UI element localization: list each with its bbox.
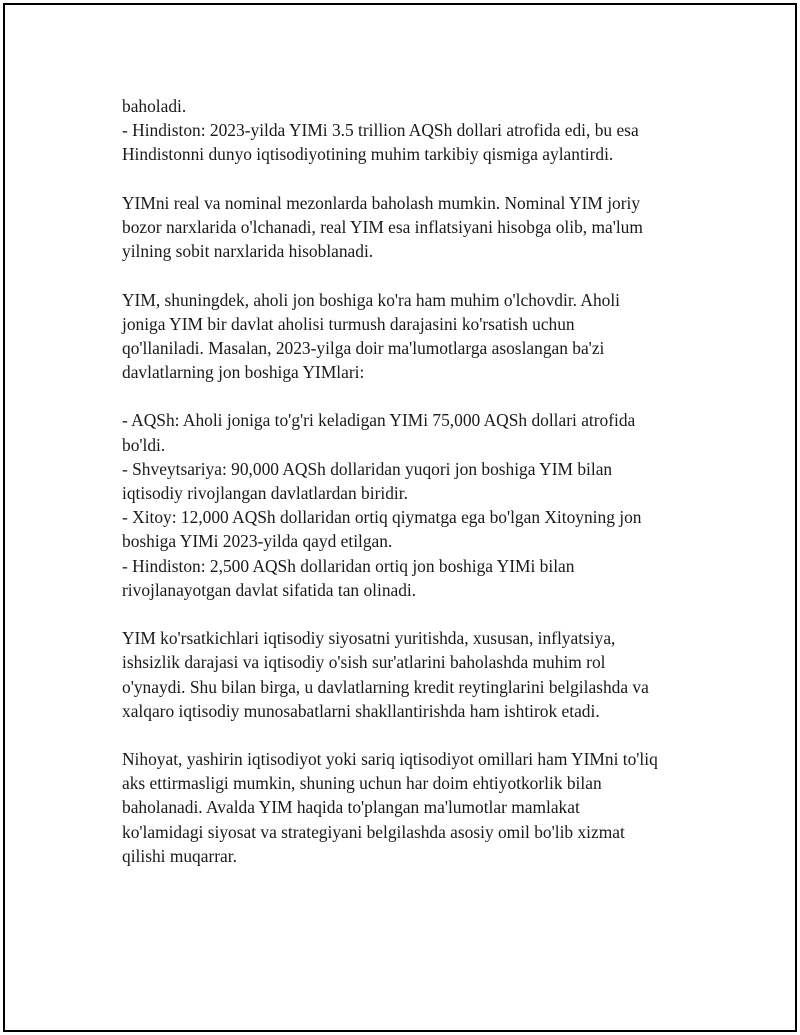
page-frame (3, 3, 797, 1032)
text-line: - Hindiston: 2023-yilda YIMi 3.5 trillion AQSh dollari atrofida edi, bu esa (122, 120, 639, 141)
paragraph-spacer (122, 263, 702, 287)
paragraph (122, 94, 702, 167)
paragraph-spacer (122, 602, 702, 626)
text-line: joniga YIM bir davlat aholisi turmush darajasini ko'rsatish uchun (122, 313, 575, 334)
text-line: yilning sobit narxlarida hisoblanadi. (122, 241, 374, 262)
text-line: aks ettirmasligi mumkin, shuning uchun har doim ehtiyotkorlik bilan (122, 773, 602, 794)
text-line: - Xitoy: 12,000 AQSh dollaridan ortiq qiymatga ega bo'lgan Xitoyning jon (122, 507, 642, 528)
text-line: ishsizlik darajasi va iqtisodiy o'sish sur'atlarini baholashda muhim rol (122, 652, 606, 673)
text-line: - AQSh: Aholi joniga to'g'ri keladigan YIMi 75,000 AQSh dollari atrofida (122, 410, 636, 431)
text-line: qilishi muqarrar. (122, 845, 237, 866)
text-line: bo'ldi. (122, 434, 166, 455)
text-line: boshiga YIMi 2023-yilda qayd etilgan. (122, 531, 393, 552)
text-line: qo'llaniladi. Masalan, 2023-yilga doir ma'lumotlarga asoslangan ba'zi (122, 337, 605, 358)
text-line: bozor narxlarida o'lchanadi, real YIM esa inflatsiyani hisobga olib, ma'lum (122, 216, 643, 237)
paragraph (122, 288, 702, 385)
text-line: Hindistonni dunyo iqtisodiyotining muhim tarkibiy qismiga aylantirdi. (122, 144, 614, 165)
paragraph-spacer (122, 384, 702, 408)
text-line: YIMni real va nominal mezonlarda baholash mumkin. Nominal YIM joriy (122, 192, 641, 213)
paragraph (122, 747, 702, 868)
text-line: Nihoyat, yashirin iqtisodiyot yoki sariq iqtisodiyot omillari ham YIMni to'liq (122, 749, 658, 770)
text-line: baholanadi. Avalda YIM haqida to'plangan ma'lumotlar mamlakat (122, 797, 580, 818)
paragraph-spacer (122, 167, 702, 191)
paragraph (122, 408, 702, 602)
paragraph-spacer (122, 723, 702, 747)
text-line: davlatlarning jon boshiga YIMlari: (122, 362, 365, 383)
paragraph (122, 626, 702, 723)
text-line: - Hindiston: 2,500 AQSh dollaridan ortiq jon boshiga YIMi bilan (122, 555, 575, 576)
text-line: o'ynaydi. Shu bilan birga, u davlatlarning kredit reytinglarini belgilashda va (122, 676, 649, 697)
document-body (122, 94, 702, 868)
text-line: YIM, shuningdek, aholi jon boshiga ko'ra ham muhim o'lchovdir. Aholi (122, 289, 620, 310)
text-line: YIM ko'rsatkichlari iqtisodiy siyosatni yuritishda, xususan, inflyatsiya, (122, 628, 616, 649)
paragraph (122, 191, 702, 264)
text-line: ko'lamidagi siyosat va strategiyani belgilashda asosiy omil bo'lib xizmat (122, 821, 625, 842)
text-line: rivojlanayotgan davlat sifatida tan olinadi. (122, 579, 417, 600)
text-line: xalqaro iqtisodiy munosabatlarni shakllantirishda ham ishtirok etadi. (122, 700, 600, 721)
text-line: - Shveytsariya: 90,000 AQSh dollaridan yuqori jon boshiga YIM bilan (122, 458, 613, 479)
text-line: iqtisodiy rivojlangan davlatlardan biridir. (122, 483, 408, 503)
text-line: baholadi. (122, 96, 187, 116)
